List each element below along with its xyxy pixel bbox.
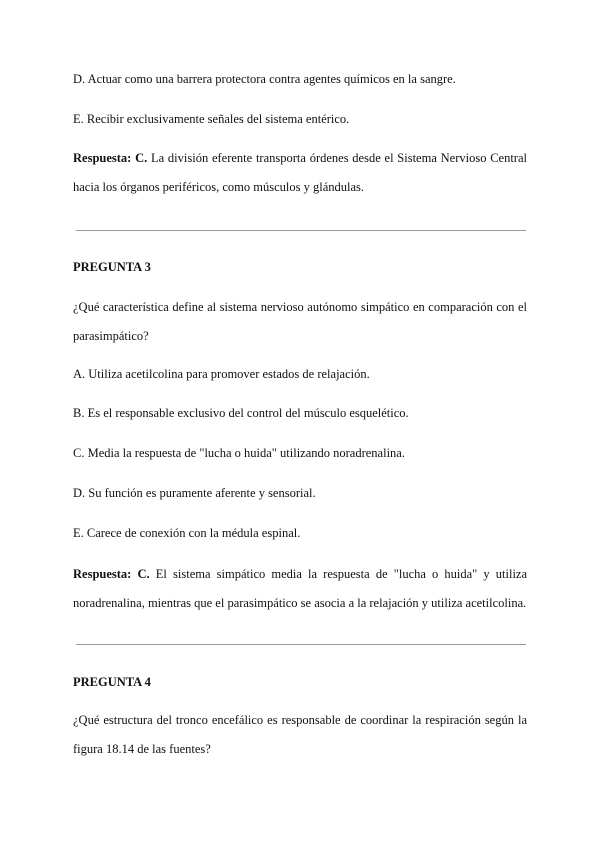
section-divider: [76, 644, 526, 645]
q2-answer-text: La división eferente transporta órdenes desde el Sistema Nervioso Central hacia los órganos periféricos, como músculos y glándulas.: [73, 151, 527, 194]
q2-answer-letter: C.: [135, 151, 148, 165]
q3-answer: [73, 560, 527, 618]
q2-answer-label: Respuesta:: [73, 151, 132, 165]
q3-option-e: E. Carece de conexión con la médula espinal.: [73, 526, 301, 540]
q3-option-c: C. Media la respuesta de "lucha o huida" utilizando noradrenalina.: [73, 446, 405, 460]
q4-question: ¿Qué estructura del tronco encefálico es responsable de coordinar la respiración según la figura 18.14 de las fuentes?: [73, 713, 527, 756]
q3-answer-letter: C.: [137, 567, 150, 581]
q2-option-e: E. Recibir exclusivamente señales del sistema entérico.: [73, 112, 350, 126]
q3-heading: PREGUNTA 3: [73, 260, 151, 274]
q3-option-d: D. Su función es puramente aferente y sensorial.: [73, 486, 316, 500]
q4-heading: PREGUNTA 4: [73, 675, 151, 689]
q3-option-a: A. Utiliza acetilcolina para promover estados de relajación.: [73, 367, 370, 381]
q2-answer: [73, 144, 527, 202]
section-divider: [76, 230, 526, 231]
q3-answer-label: Respuesta:: [73, 567, 132, 581]
q3-answer-text: El sistema simpático media la respuesta de "lucha o huida" y utiliza noradrenalina, mientras que el parasimpático se asocia a la relajación y utiliza acetilcolina.: [73, 567, 528, 610]
q3-option-b: B. Es el responsable exclusivo del control del músculo esquelético.: [73, 406, 409, 420]
q3-question: ¿Qué característica define al sistema nervioso autónomo simpático en comparación con el parasimpático?: [73, 300, 527, 343]
q2-option-d: D. Actuar como una barrera protectora contra agentes químicos en la sangre.: [73, 72, 456, 86]
